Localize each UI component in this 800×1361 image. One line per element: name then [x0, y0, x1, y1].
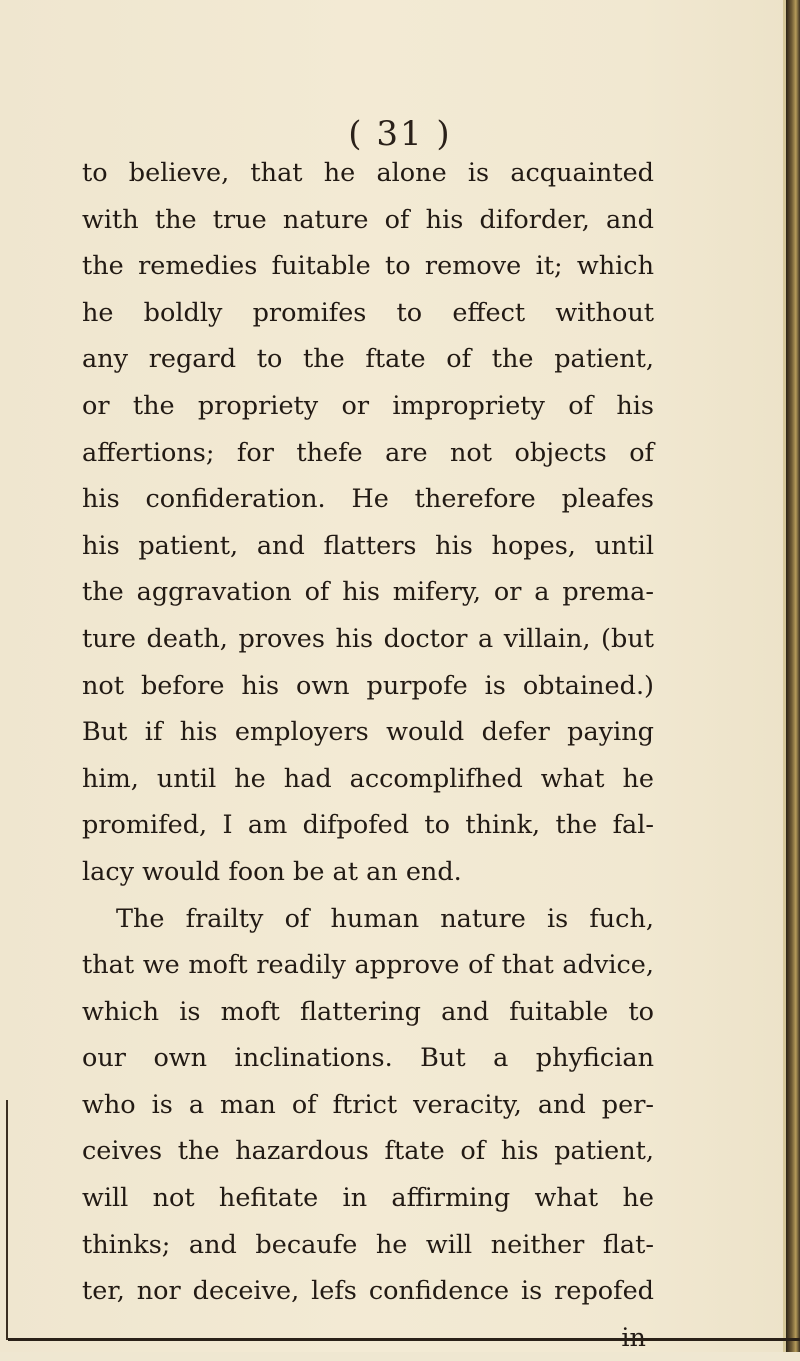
page-edge-line — [6, 1100, 8, 1340]
text-line: that we moft readily approve of that advice, — [82, 950, 654, 981]
text-line: The frailty of human nature is fuch, — [116, 903, 654, 934]
text-line: or the propriety or impropriety of his — [82, 390, 654, 421]
text-line: affertions; for thefe are not objects of — [82, 437, 654, 468]
text-line: him, until he had accomplifhed what he — [82, 763, 654, 794]
text-line: our own inclinations. But a phyfician — [82, 1043, 654, 1074]
text-line: will not hefitate in affirming what he — [82, 1183, 654, 1214]
text-line: the aggravation of his mifery, or a prema- — [82, 577, 654, 608]
text-line: ceives the hazardous ftate of his patient, — [82, 1136, 654, 1167]
text-line: the remedies fuitable to remove it; which — [82, 251, 654, 282]
book-spine — [786, 0, 800, 1352]
text-line: But if his employers would defer paying — [82, 717, 654, 748]
text-line: to believe, that he alone is acquainted — [82, 158, 654, 188]
text-line: any regard to the ftate of the patient, — [82, 344, 654, 375]
text-line: lacy would foon be at an end. — [82, 856, 462, 887]
text-line: promifed, I am difpofed to think, the fal- — [82, 810, 654, 841]
text-line: not before his own purpofe is obtained.) — [82, 670, 654, 701]
text-line: he boldly promifes to effect without — [82, 297, 654, 328]
text-line: ter, nor deceive, lefs confidence is repofed — [82, 1276, 654, 1307]
body-text — [82, 150, 654, 1361]
bottom-edge-line — [8, 1338, 800, 1341]
text-line: with the true nature of his diforder, and — [82, 204, 654, 235]
page-number: ( 31 ) — [348, 114, 452, 154]
text-line: his patient, and flatters his hopes, until — [82, 530, 654, 561]
text-line: who is a man of ftrict veracity, and per- — [82, 1089, 654, 1120]
text-line: ture death, proves his doctor a villain, (but — [82, 623, 654, 654]
text-line: his confideration. He therefore pleafes — [82, 484, 654, 515]
text-line: which is moft flattering and fuitable to — [82, 996, 654, 1027]
text-line: thinks; and becaufe he will neither flat- — [82, 1229, 654, 1260]
